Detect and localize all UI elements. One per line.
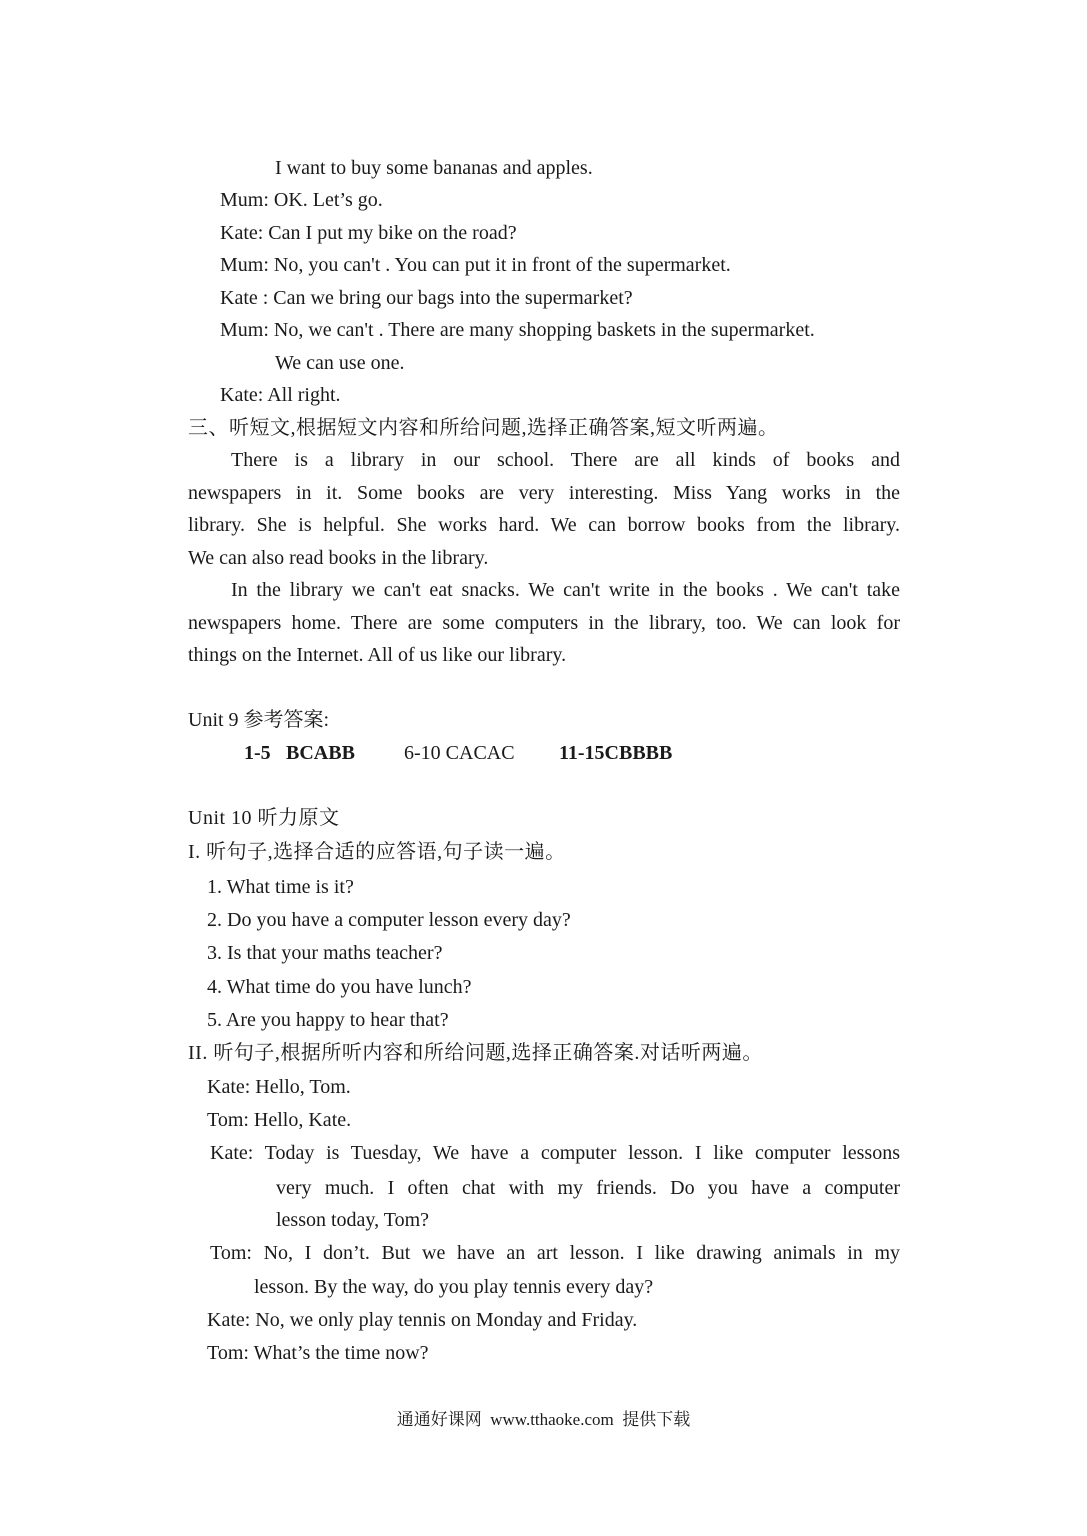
answer-group: 6-10 CACAC xyxy=(404,742,515,764)
paragraph-line: things on the Internet. All of us like our library. xyxy=(188,644,567,666)
dialogue-line: Mum: No, we can't . There are many shopping baskets in the supermarket. xyxy=(220,319,815,341)
dialogue-line: We can use one. xyxy=(275,352,405,374)
part2-heading: II. 听句子,根据所听内容和所给问题,选择正确答案.对话听两遍。 xyxy=(188,1042,763,1064)
paragraph-line: In the library we can't eat snacks. We can't write in the books . We can't take xyxy=(231,579,900,601)
paragraph-line: library. She is helpful. She works hard. We can borrow books from the library. xyxy=(188,514,900,536)
answer-group: 11-15CBBBB xyxy=(559,742,673,764)
dialogue-line: Kate: Can I put my bike on the road? xyxy=(220,222,517,244)
paragraph-line: newspapers in it. Some books are very interesting. Miss Yang works in the xyxy=(188,482,900,504)
unit10-title: Unit 10 听力原文 xyxy=(188,807,340,829)
dialogue-line: Kate: All right. xyxy=(220,384,341,406)
question-item: 2. Do you have a computer lesson every day? xyxy=(207,909,571,931)
dialogue-line: Tom: Hello, Kate. xyxy=(207,1109,352,1131)
answer-range: 1-5 xyxy=(244,742,271,764)
dialogue-line: I want to buy some bananas and apples. xyxy=(275,157,593,179)
dialogue-line: Kate : Can we bring our bags into the supermarket? xyxy=(220,287,633,309)
dialogue-line: Tom: What’s the time now? xyxy=(207,1342,429,1364)
section-heading: 三、听短文,根据短文内容和所给问题,选择正确答案,短文听两遍。 xyxy=(188,417,779,439)
dialogue-line: lesson today, Tom? xyxy=(276,1209,430,1231)
dialogue-line: Mum: OK. Let’s go. xyxy=(220,189,383,211)
question-item: 1. What time is it? xyxy=(207,876,354,898)
paragraph-line: newspapers home. There are some computers in the library, too. We can look for xyxy=(188,612,900,634)
dialogue-line: lesson. By the way, do you play tennis every day? xyxy=(254,1276,654,1298)
paragraph-line: There is a library in our school. There are all kinds of books and xyxy=(231,449,900,471)
dialogue-line: Tom: No, I don’t. But we have an art lesson. I like drawing animals in my xyxy=(210,1242,900,1264)
question-item: 3. Is that your maths teacher? xyxy=(207,942,443,964)
dialogue-line: Kate: Today is Tuesday, We have a computer lesson. I like computer lessons xyxy=(210,1142,900,1164)
question-item: 4. What time do you have lunch? xyxy=(207,976,472,998)
question-item: 5. Are you happy to hear that? xyxy=(207,1009,449,1031)
answer-group: BCABB xyxy=(286,742,355,764)
dialogue-line: very much. I often chat with my friends. Do you have a computer xyxy=(276,1177,900,1199)
unit9-title: Unit 9 参考答案: xyxy=(188,709,330,731)
paragraph-line: We can also read books in the library. xyxy=(188,547,489,569)
page-footer: 通通好课网 www.tthaoke.com 提供下载 xyxy=(396,1410,691,1429)
dialogue-line: Kate: No, we only play tennis on Monday and Friday. xyxy=(207,1309,638,1331)
dialogue-line: Kate: Hello, Tom. xyxy=(207,1076,351,1098)
part1-heading: I. 听句子,选择合适的应答语,句子读一遍。 xyxy=(188,841,566,863)
dialogue-line: Mum: No, you can't . You can put it in front of the supermarket. xyxy=(220,254,731,276)
